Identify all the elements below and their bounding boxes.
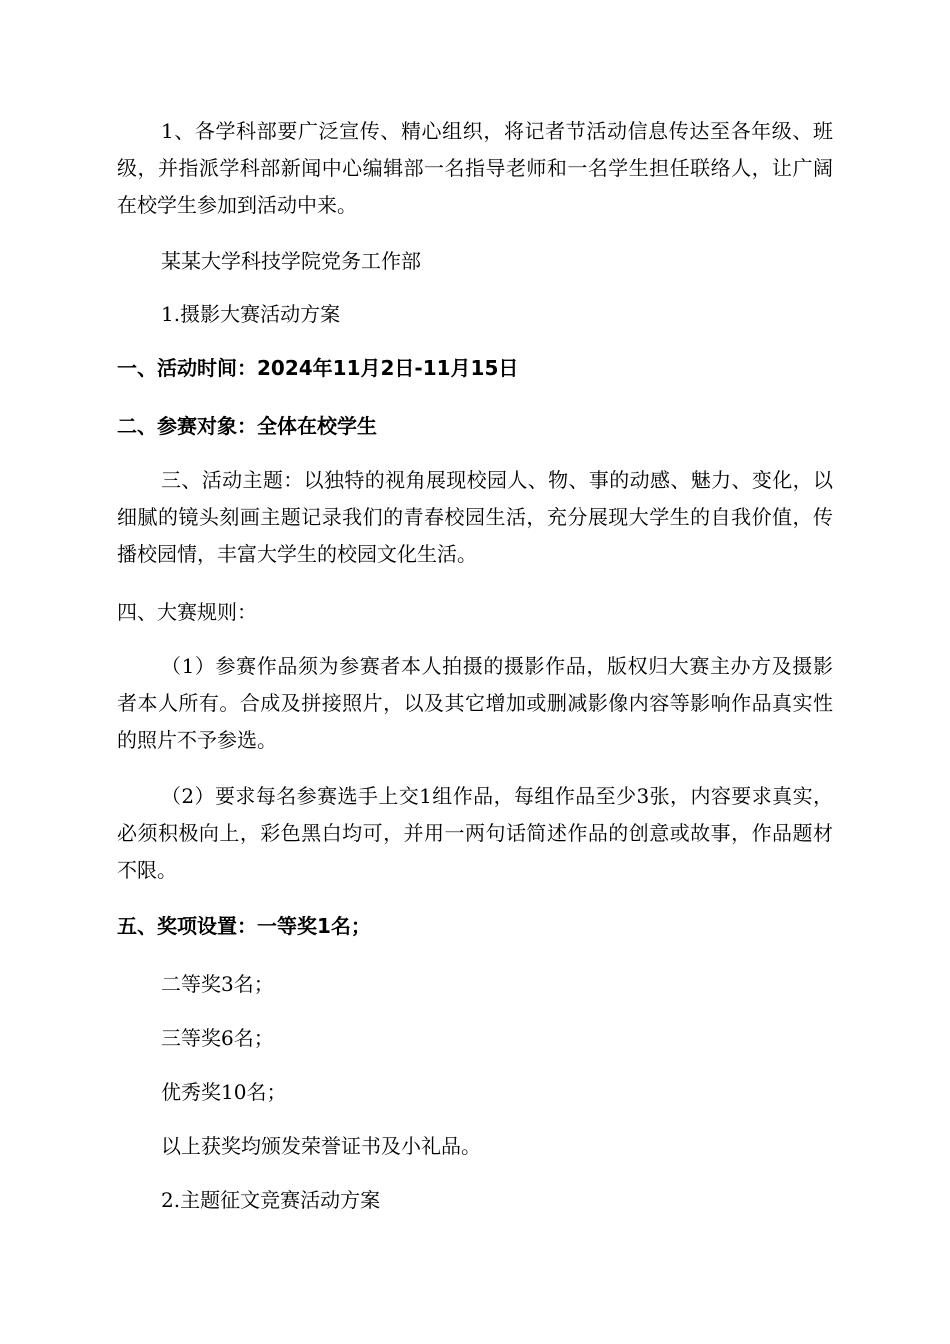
heading-participants: 二、参赛对象：全体在校学生 <box>117 414 377 438</box>
award-second-prize: 二等奖3名； <box>161 972 274 996</box>
heading-photography-contest: 1.摄影大赛活动方案 <box>161 302 341 326</box>
paragraph-award-note: 以上获奖均颁发荣誉证书及小礼品。 <box>161 1134 481 1158</box>
heading-award-settings: 五、奖项设置：一等奖1名； <box>117 914 371 938</box>
heading-essay-contest: 2.主题征文竞赛活动方案 <box>161 1188 381 1212</box>
award-third-prize: 三等奖6名； <box>161 1026 274 1050</box>
award-excellence-prize: 优秀奖10名； <box>161 1080 287 1104</box>
paragraph-publicity-notice: 1、各学科部要广泛宣传、精心组织，将记者节活动信息传达至各年级、班级，并指派学科部新闻中心编辑部一名指导老师和一名学生担任联络人，让广阔在校学生参加到活动中来。 <box>117 119 833 217</box>
paragraph-rule-1: （1）参赛作品须为参赛者本人拍摄的摄影作品，版权归大赛主办方及摄影者本人所有。合成及拼接照片，以及其它增加或删减影像内容等影响作品真实性的照片不予参选。 <box>117 654 833 752</box>
paragraph-organizer: 某某大学科技学院党务工作部 <box>161 249 421 273</box>
heading-contest-rules: 四、大赛规则： <box>117 600 257 624</box>
heading-activity-time: 一、活动时间：2024年11月2日-11月15日 <box>117 356 519 380</box>
paragraph-activity-theme: 三、活动主题：以独特的视角展现校园人、物、事的动感、魅力、变化，以细腻的镜头刻画主题记录我们的青春校园生活，充分展现大学生的自我价值，传播校园情，丰富大学生的校园文化生活。 <box>117 468 833 566</box>
paragraph-rule-2: （2）要求每名参赛选手上交1组作品，每组作品至少3张，内容要求真实，必须积极向上，彩色黑白均可，并用一两句话简述作品的创意或故事，作品题材不限。 <box>117 784 833 882</box>
